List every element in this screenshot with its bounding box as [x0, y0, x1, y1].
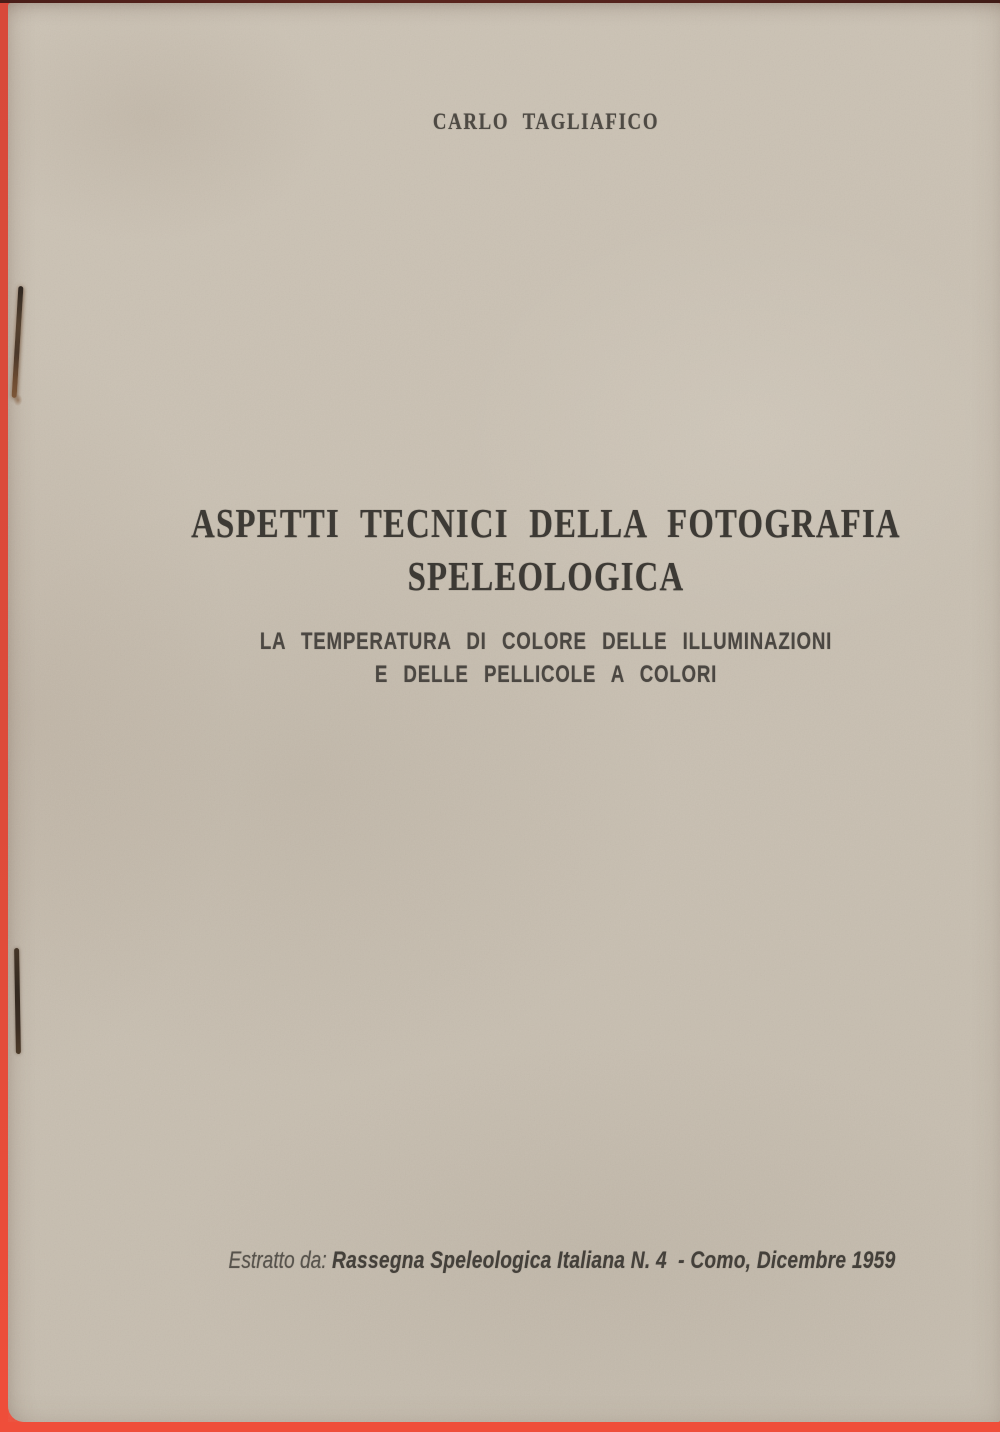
title-line-2: SPELEOLOGICA — [407, 553, 685, 599]
author-name: CARLO TAGLIAFICO — [432, 109, 660, 134]
subtitle-line-1: LA TEMPERATURA DI COLORE DELLE ILLUMINAZIONI — [259, 628, 833, 655]
imprint-text: Rassegna Speleologica Italiana N. 4 - Como, Dicembre 1959 — [332, 1247, 896, 1274]
top-edge-shadow — [0, 0, 1000, 3]
imprint-label: Estratto da: — [228, 1247, 333, 1274]
title-line-1: ASPETTI TECNICI DELLA FOTOGRAFIA — [191, 500, 901, 546]
subtitle-line-2: E DELLE PELLICOLE A COLORI — [374, 661, 718, 688]
booklet-front-page — [8, 3, 1000, 1422]
imprint-line — [186, 1207, 906, 1315]
subtitle — [195, 625, 897, 691]
main-title — [186, 497, 906, 603]
